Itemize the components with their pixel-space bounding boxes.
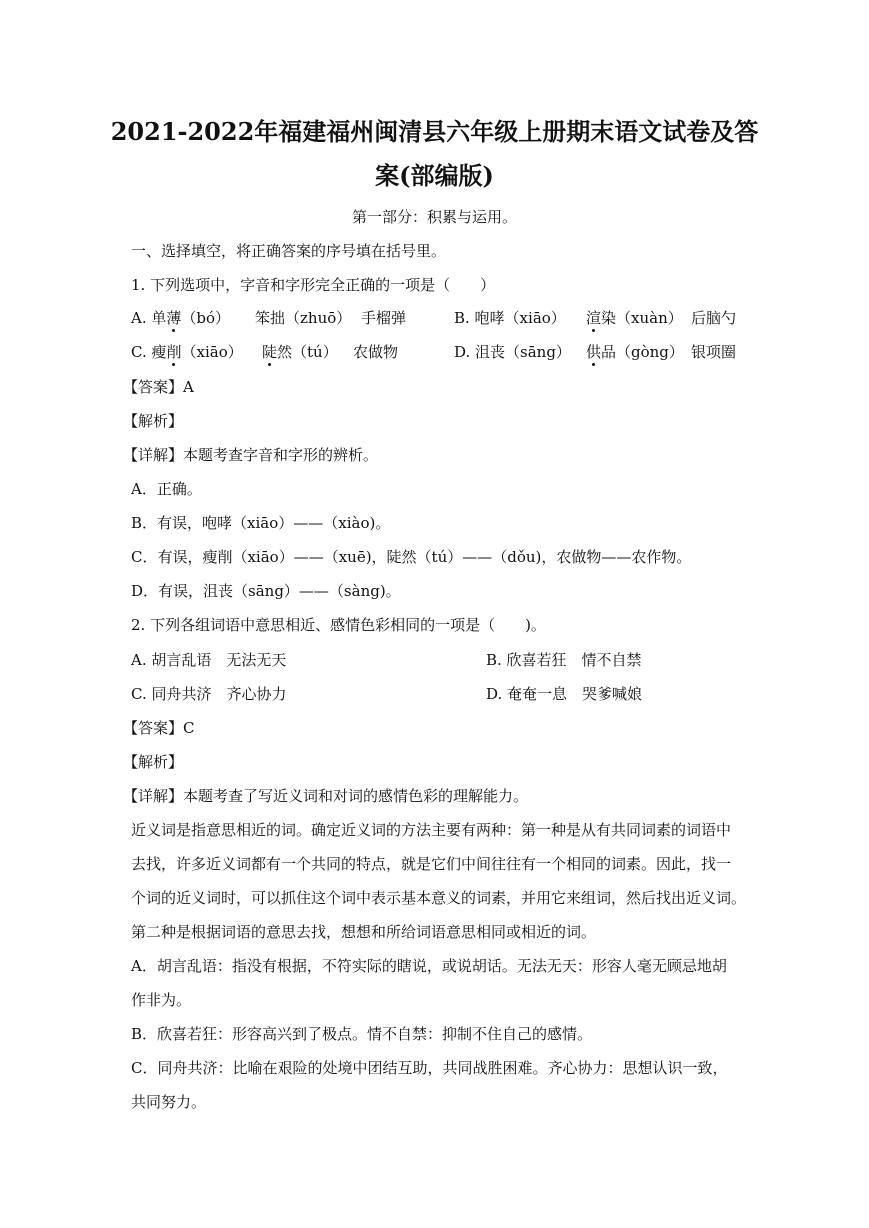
emphasis-dot-char: 供: [586, 343, 602, 361]
title-line-1: 2021-2022年福建福州闽清县六年级上册期末语文试卷及答: [110, 117, 759, 146]
q2-analysis-label: 【解析】: [123, 753, 184, 771]
q2-explanation-line: A．胡言乱语：指没有根据，不符实际的瞎说，或说胡话。无法无天：形容人毫无顾忌地胡: [131, 957, 727, 975]
q2-explanation-line: B．欣喜若狂：形容高兴到了极点。情不自禁：抑制不住自己的感情。: [131, 1025, 593, 1043]
q2-option-d: D. 奄奄一息 哭爹喊娘: [486, 685, 643, 703]
title-line-2: 案(部编版): [375, 161, 494, 190]
emphasis-dot-char: 薄: [166, 309, 182, 327]
q2-paragraph-line: 第二种是根据词语的意思去找，想想和所给词语意思相同或相近的词。: [131, 923, 597, 941]
q2-option-a: A. 胡言乱语 无法无天: [131, 651, 287, 669]
q1-option-d-word2: 供品（gòng）: [586, 343, 684, 361]
q2-answer: 【答案】C: [123, 719, 195, 737]
q2-stem: 2. 下列各组词语中意思相近、感情色彩相同的一项是（ )。: [131, 616, 546, 634]
q1-explanation-c: C．有误，瘦削（xiāo）——（xuē)，陡然（tú）——（dǒu)，农做物——农作物。: [131, 548, 692, 566]
q2-detail: 【详解】本题考查了写近义词和对词的感情色彩的理解能力。: [123, 787, 529, 805]
q1-answer: 【答案】A: [123, 378, 194, 396]
q1-analysis-label: 【解析】: [123, 412, 184, 430]
q2-explanation-line: C．同舟共济：比喻在艰险的处境中团结互助，共同战胜困难。齐心协力：思想认识一致，: [131, 1059, 728, 1077]
q2-option-c: C. 同舟共济 齐心协力: [131, 685, 287, 703]
q1-detail: 【详解】本题考查字音和字形的辨析。: [123, 446, 379, 464]
q1-stem: 1. 下列选项中，字音和字形完全正确的一项是（ ）: [131, 276, 496, 294]
q1-explanation-a: A．正确。: [131, 480, 202, 498]
q2-paragraph-line: 个词的近义词时，可以抓住这个词中表示基本意义的词素，并用它来组词，然后找出近义词。: [131, 889, 747, 907]
section-heading: 一、选择填空，将正确答案的序号填在括号里。: [131, 242, 447, 260]
part-heading: 第一部分：积累与运用。: [351, 208, 517, 226]
q1-explanation-b: B．有误，咆哮（xiāo）——（xiào)。: [131, 514, 391, 532]
q1-explanation-d: D．有误，沮丧（sāng）——（sàng)。: [131, 582, 401, 600]
q2-explanation-line: 共同努力。: [131, 1093, 207, 1111]
q1-option-b: B. 咆哮（xiāo）: [454, 309, 566, 327]
emphasis-dot-char: 削: [166, 343, 182, 361]
q1-option-c-word2: 陡然（tú）: [262, 343, 338, 361]
q1-option-d: D. 沮丧（sāng）: [454, 343, 571, 361]
emphasis-dot-char: 陡: [262, 343, 278, 361]
emphasis-dot-char: 渲: [586, 309, 602, 327]
q1-option-a: A. 单薄（bó）: [131, 309, 231, 327]
q2-paragraph-line: 近义词是指意思相近的词。确定近义词的方法主要有两种：第一种是从有共同词素的词语中: [131, 821, 732, 839]
q1-option-b-word3: 后脑勺: [691, 309, 737, 327]
q2-option-b: B. 欣喜若狂 情不自禁: [486, 651, 642, 669]
q2-paragraph-line: 去找，许多近义词都有一个共同的特点，就是它们中间往往有一个相同的词素。因此，找一: [131, 855, 732, 873]
q1-option-a-word3: 手榴弹: [361, 309, 407, 327]
q1-option-d-word3: 银项圈: [691, 343, 737, 361]
q1-option-c-word3: 农做物: [353, 343, 399, 361]
q1-option-c: C. 瘦削（xiāo）: [131, 343, 243, 361]
q1-option-b-word2: 渲染（xuàn）: [586, 309, 683, 327]
q2-explanation-line: 作非为。: [131, 991, 192, 1009]
q1-option-a-word2: 笨拙（zhuō）: [255, 309, 352, 327]
